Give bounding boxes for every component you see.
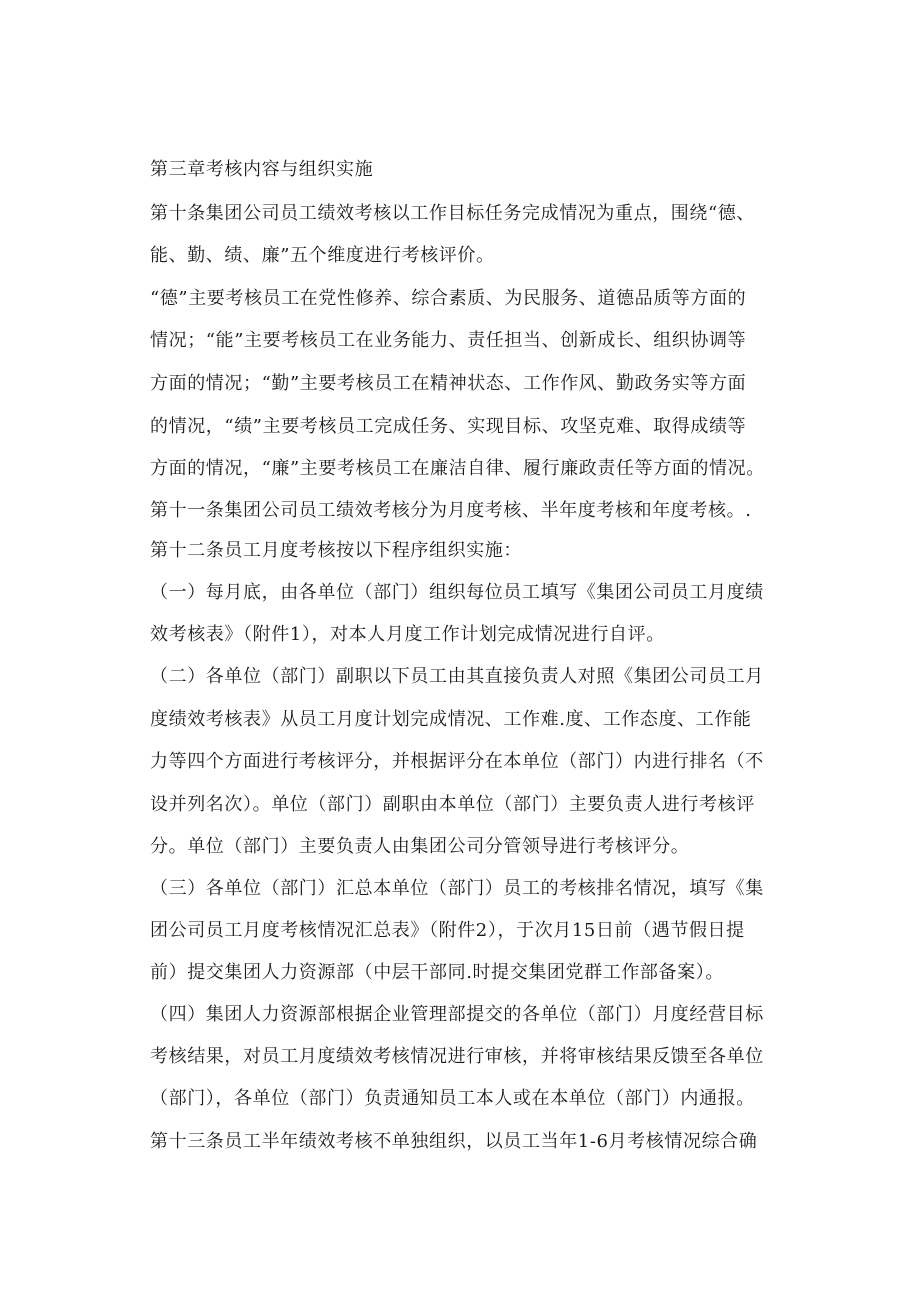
text-line: 方面的情况；“勤”主要考核员工在精神状态、工作作风、勤政务实等方面 <box>150 373 747 394</box>
text-line: 设并列名次）。单位（部门）副职由本单位（部门）主要负责人进行考核评 <box>150 794 755 815</box>
text-line: （四）集团人力资源部根据企业管理部提交的各单位（部门）月度经营目标 <box>150 1004 764 1025</box>
text-line: 的情况，“绩”主要考核员工完成任务、实现目标、攻坚克难、取得成绩等 <box>150 416 747 437</box>
text-line: 考核结果，对员工月度绩效考核情况进行审核，并将审核结果反馈至各单位 <box>150 1046 764 1067</box>
text-line: 力等四个方面进行考核评分，并根据评分在本单位（部门）内进行排名（不 <box>150 751 764 772</box>
text-line: 分。单位（部门）主要负责人由集团公司分管领导进行考核评分。 <box>150 836 690 857</box>
text-line: 能、勤、绩、廉”五个维度进行考核评价。 <box>150 245 495 266</box>
text-line: 方面的情况，“廉”主要考核员工在廉洁自律、履行廉政责任等方面的情况。 <box>150 458 765 479</box>
text-line: 第十二条员工月度考核按以下程序组织实施： <box>150 540 522 561</box>
chapter-heading: 第三章考核内容与组织实施 <box>150 159 374 180</box>
text-line: （三）各单位（部门）汇总本单位（部门）员工的考核排名情况，填写《集 <box>150 878 764 899</box>
text-line: 第十一条集团公司员工绩效考核分为月度考核、半年度考核和年度考核。. <box>150 500 752 521</box>
text-line: （一）每月底，由各单位（部门）组织每位员工填写《集团公司员工月度绩 <box>150 582 764 603</box>
text-line: 第十三条员工半年绩效考核不单独组织，以员工当年1-6月考核情况综合确 <box>150 1131 758 1152</box>
text-line: 前）提交集团人力资源部（中层干部同.时提交集团党群工作部备案）。 <box>150 962 724 983</box>
text-line: 第十条集团公司员工绩效考核以工作目标任务完成情况为重点，围绕“德、 <box>150 203 755 224</box>
text-line: 情况；“能”主要考核员工在业务能力、责任担当、创新成长、组织协调等 <box>150 330 747 351</box>
text-line: “德”主要考核员工在党性修养、综合素质、为民服务、道德品质等方面的 <box>150 288 747 309</box>
text-line: 度绩效考核表》从员工月度计划完成情况、工作难.度、工作态度、工作能 <box>150 709 752 730</box>
text-line: 效考核表》（附件1），对本人月度工作计划完成情况进行自评。 <box>150 624 665 645</box>
text-line: （部门），各单位（部门）负责通知员工本人或在本单位（部门）内通报。 <box>150 1088 755 1109</box>
text-line: （二）各单位（部门）副职以下员工由其直接负责人对照《集团公司员工月 <box>150 666 764 687</box>
text-line: 团公司员工月度考核情况汇总表》（附件2），于次月15日前（遇节假日提 <box>150 920 745 941</box>
